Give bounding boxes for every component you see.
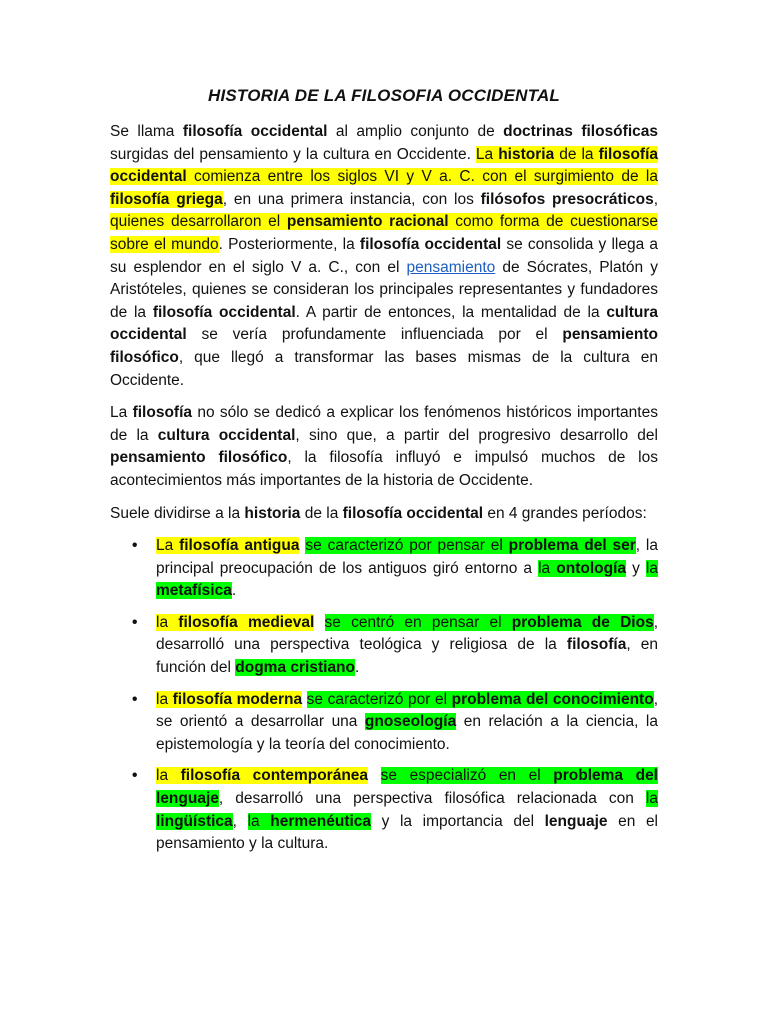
text-run: , desarrolló una perspectiva teológica y religiosa de la bbox=[156, 613, 658, 654]
text-run: y bbox=[626, 559, 646, 577]
text-run: comienza entre los siglos VI y V a. C. con el surgimiento de la bbox=[186, 168, 658, 186]
text-run: quienes desarrollaron el bbox=[110, 213, 287, 231]
text-run: historia bbox=[244, 504, 301, 522]
text-run: la bbox=[645, 790, 658, 808]
text-run: cultura occidental bbox=[110, 303, 658, 344]
text-run: filosofía medieval bbox=[178, 613, 315, 631]
text-run: filosofía occidental bbox=[342, 504, 484, 522]
text-run: se vería profundamente influenciada por el bbox=[186, 326, 563, 344]
text-run: se especializó en el bbox=[380, 767, 554, 785]
text-run: la bbox=[538, 559, 557, 577]
text-run: dogma cristiano bbox=[235, 659, 355, 677]
periods-list bbox=[110, 535, 658, 856]
text-run: pensamiento racional bbox=[286, 213, 449, 231]
text-run bbox=[302, 691, 307, 708]
text-run: se caracterizó por el bbox=[306, 690, 452, 708]
text-run: filósofos presocráticos bbox=[480, 190, 654, 208]
text-run: filosofía occidental bbox=[182, 123, 328, 140]
text-run: la bbox=[156, 690, 173, 708]
text-run: no sólo se dedicó a explicar los fenómenos históricos importantes de la bbox=[110, 404, 658, 444]
text-run: , la filosofía influyó e impulsó muchos de los acontecimientos más importantes de la historia de Occidente. bbox=[110, 449, 658, 489]
text-run: pensamiento filosófico bbox=[110, 326, 658, 366]
text-run: . bbox=[355, 659, 360, 677]
text-run: , la principal preocupación de los antiguos giró entorno a bbox=[156, 537, 658, 577]
bullet-icon: • bbox=[132, 767, 138, 785]
text-run: filosofía bbox=[566, 636, 627, 654]
period-item-contemporanea bbox=[110, 765, 658, 855]
text-run: se caracterizó por pensar el bbox=[305, 537, 509, 555]
paragraph-intro bbox=[110, 121, 658, 392]
text-run: filosofía occidental bbox=[152, 303, 296, 321]
text-run: gnoseología bbox=[364, 713, 457, 731]
text-run: la bbox=[156, 767, 181, 785]
text-run: filosofía occidental bbox=[110, 145, 658, 186]
text-run: , sino que, a partir del progresivo desarrollo del bbox=[295, 426, 658, 444]
text-run: La bbox=[156, 537, 180, 555]
text-run: Se llama bbox=[110, 123, 183, 140]
bullet-icon: • bbox=[132, 613, 138, 631]
period-item-medieval bbox=[110, 612, 658, 680]
text-run: Suele dividirse a la bbox=[110, 504, 245, 522]
text-run: , se orientó a desarrollar una bbox=[156, 690, 658, 731]
period-text bbox=[156, 537, 658, 599]
text-run: filosofía bbox=[132, 404, 192, 422]
period-item-antigua bbox=[110, 535, 658, 603]
text-run: la bbox=[247, 812, 271, 830]
text-run: de la bbox=[300, 504, 343, 522]
period-text bbox=[156, 691, 658, 753]
text-run: historia bbox=[498, 145, 555, 163]
text-run: , en función del bbox=[156, 636, 658, 677]
period-text bbox=[156, 767, 658, 852]
text-run: . A partir de entonces, la mentalidad de la bbox=[295, 303, 607, 321]
text-run: problema de Dios bbox=[511, 613, 654, 631]
text-run: se consolida y llega a su esplendor en el siglo V a. C., con el bbox=[110, 235, 659, 276]
bullet-icon: • bbox=[132, 690, 138, 708]
text-run: en relación a la ciencia, la epistemología y la teoría del conocimiento. bbox=[156, 713, 658, 753]
text-run: , bbox=[653, 190, 658, 208]
text-run: cultura occidental bbox=[157, 426, 296, 444]
text-run: filosofía contemporánea bbox=[180, 767, 369, 785]
text-run: La bbox=[475, 145, 499, 163]
text-run: . Posteriormente, la bbox=[218, 235, 360, 253]
text-run: , que llegó a transformar las bases mismas de la cultura en Occidente. bbox=[110, 348, 658, 389]
text-run: ontología bbox=[556, 559, 627, 577]
text-run: se centró en pensar el bbox=[324, 613, 512, 631]
text-run: , en una primera instancia, con los bbox=[222, 190, 481, 208]
text-run bbox=[368, 767, 381, 784]
pensamiento-link[interactable]: pensamiento bbox=[406, 258, 496, 276]
period-item-moderna bbox=[110, 689, 658, 757]
text-run: lenguaje bbox=[544, 812, 608, 830]
text-run: problema del ser bbox=[508, 537, 636, 555]
text-run: metafísica bbox=[156, 582, 232, 600]
text-run: pensamiento filosófico bbox=[110, 449, 288, 467]
bullet-icon: • bbox=[132, 537, 138, 555]
text-run: la bbox=[156, 613, 179, 631]
text-run: la bbox=[645, 559, 658, 577]
text-run: en el pensamiento y la cultura. bbox=[156, 812, 659, 853]
document-title: HISTORIA DE LA FILOSOFIA OCCIDENTAL bbox=[207, 86, 561, 105]
text-run: filosofía griega bbox=[110, 190, 223, 208]
text-run: y la importancia del bbox=[371, 812, 545, 830]
text-run: , desarrolló una perspectiva filosófica relacionada con bbox=[218, 790, 646, 808]
text-run: problema del conocimiento bbox=[451, 690, 654, 708]
text-run bbox=[314, 614, 324, 631]
text-run: doctrinas filosóficas bbox=[503, 123, 658, 140]
text-run: filosofía occidental bbox=[359, 235, 502, 253]
text-run: hermenéutica bbox=[270, 812, 372, 830]
text-run: , bbox=[232, 812, 248, 830]
text-run: La bbox=[110, 404, 133, 422]
text-run: de Sócrates, Platón y Aristóteles, quienes se consideran los principales representantes y fundadores de la bbox=[110, 258, 658, 321]
text-run: . bbox=[231, 582, 237, 600]
text-run: filosofía antigua bbox=[179, 537, 300, 555]
text-run: al amplio conjunto de bbox=[327, 123, 504, 140]
text-run: filosofía moderna bbox=[172, 690, 303, 708]
period-text bbox=[156, 614, 658, 676]
text-run: como forma de cuestionarse sobre el mundo bbox=[110, 213, 658, 253]
paragraph-periods-intro bbox=[110, 503, 658, 526]
text-run: lingüística bbox=[156, 812, 233, 830]
text-run: problema del lenguaje bbox=[156, 767, 658, 808]
document-body bbox=[110, 121, 658, 865]
text-run: en 4 grandes períodos: bbox=[483, 504, 647, 522]
text-run: de la bbox=[554, 145, 599, 163]
text-run: surgidas del pensamiento y la cultura en Occidente. bbox=[110, 145, 476, 163]
paragraph-influence bbox=[110, 402, 658, 492]
